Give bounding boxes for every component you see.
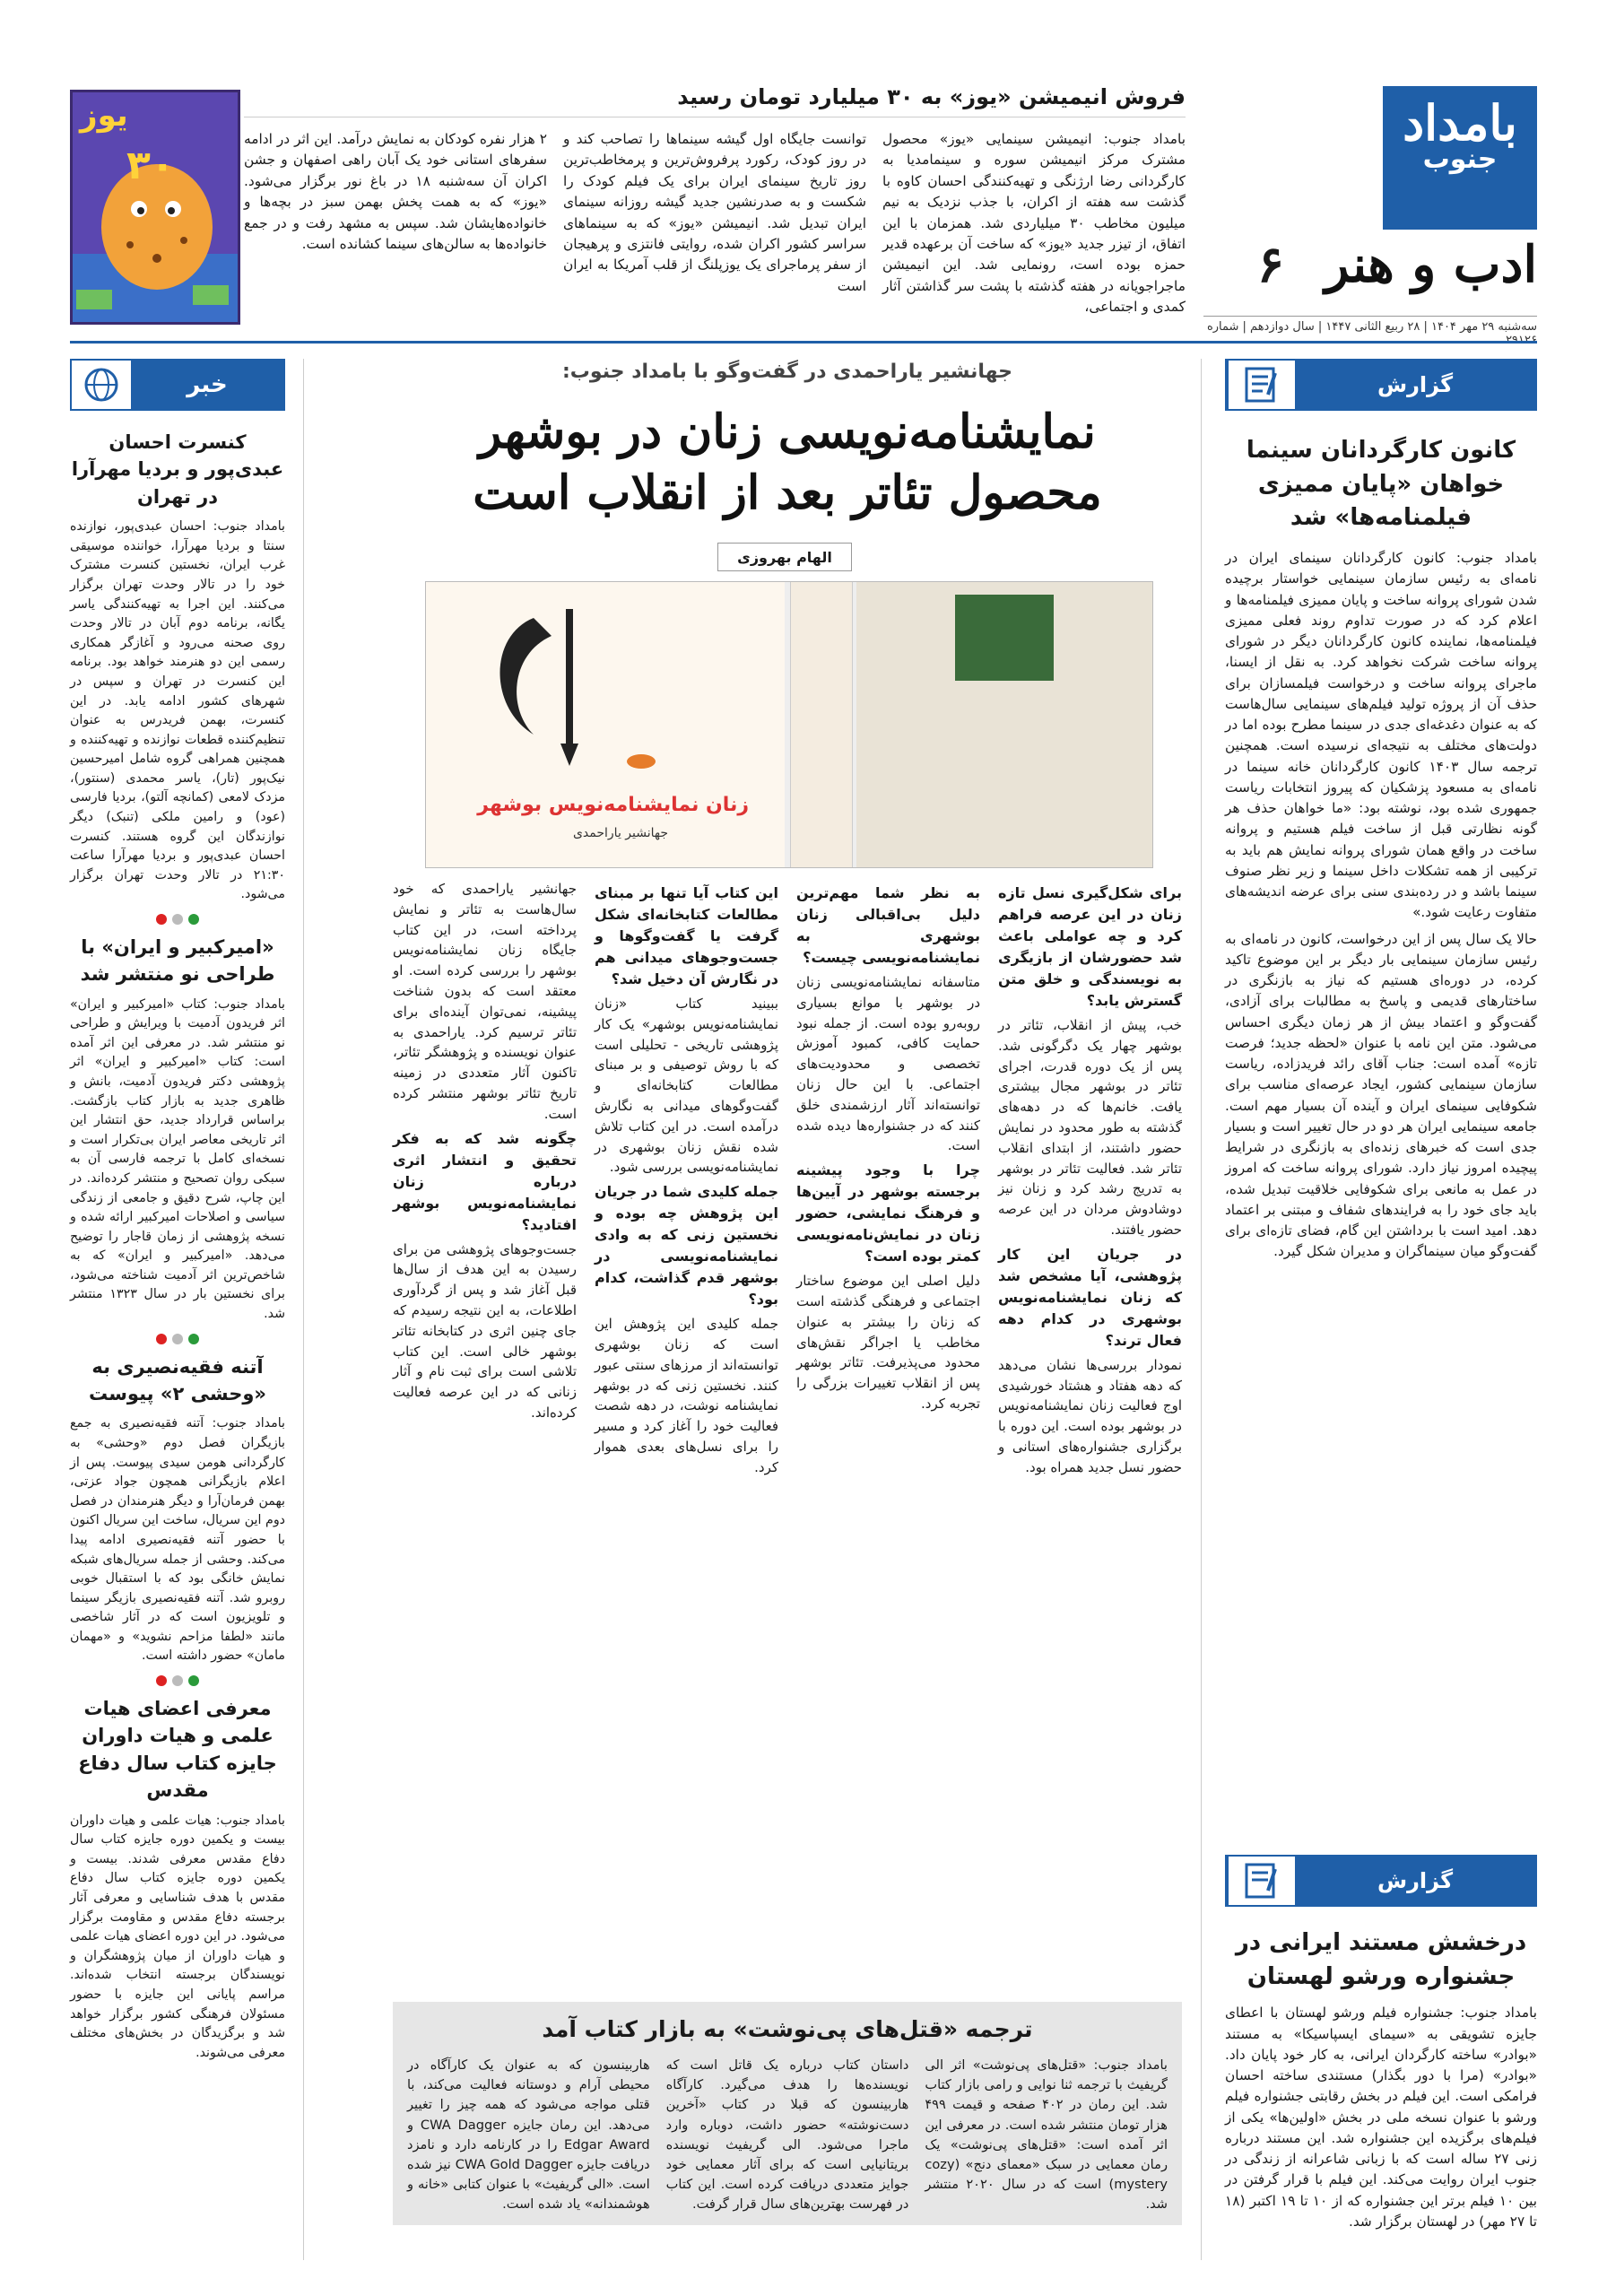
bottom-col: هاربینسون که به عنوان یک کارآگاه در محیطی آرام و دوستانه فعالیت می‌کند، با قتلی مواجه می‌شود که همه چیز را تغییر می‌دهد. این رمان جایزه CWA Dagger و Edgar Award را در کارنامه دارد و نامزد دریافت جایزه CWA Gold Dagger نیز شده است. «الی گریفیث» با عنوان کتابی «خانه و هوشمندانه» یاد شده است. xyxy=(406,2057,650,2213)
headline-line: نمایشنامه‌نویسی زنان در بوشهر xyxy=(479,404,1096,459)
section-title: ادب و هنر xyxy=(1325,235,1537,294)
report-body: بامداد جنوب: جشنواره فیلم ورشو لهستان با اعطای جایزه تشویقی به «سیمای ایسپاسیکا» به مستند «بوادر» ساخته کارگردان ایرانی، به کار خود پایان داد. «بوادر» (مرا با دور بگذار) مستندی ساخته احسان فرامکی است. این فیلم در بخش رقابتی جشنواره فیلم ورشو با عنوان نسخه ملی در بخش «اولین‌ها» یکی از فیلم‌های برگزیده این جشنواره شد. این مستند درباره زنی ۲۷ ساله است که با زبانی شاعرانه از زندگی در جنوب ایران روایت می‌کند. این فیلم با قرار گرفتن در بین ۱۰ فیلم برتر این جشنواره که از ۱۰ تا ۱۹ اکتبر (۱۸ تا ۲۷ مهر) در لهستان برگزار شد. xyxy=(1225,2005,1537,2230)
interview-column xyxy=(998,879,1182,1478)
byline: الهام بهروزی xyxy=(717,543,852,571)
news-column xyxy=(70,359,285,2063)
lead-headline: فروش انیمیشن «یوز» به ۳۰ میلیارد تومان رسید xyxy=(244,84,1186,117)
news-tag-label: خبر xyxy=(131,361,283,409)
news-body: بامداد جنوب: هیات علمی و هیات داوران بیست و یکمین دوره جایزه کتاب سال دفاع مقدس معرفی شدند. بیست و یکمین دوره جایزه کتاب سال دفاع مقدس با هدف شناسایی و معرفی آثار برجسته دفاع مقدس و مقاومت برگزار می‌شود. در این دوره اعضای هیات علمی و هیات داوران از میان پژوهشگران و نویسندگان برجسته انتخاب شده‌اند. مراسم پایانی این جایزه با حضور مسئولان فرهنگی کشور برگزار خواهد شد و برگزیدگان در بخش‌های مختلف معرفی می‌شوند. xyxy=(70,1813,285,2060)
interview-answer: خب، پیش از انقلاب، تئاتر در بوشهر چهار یک دگرگونی شد. پس از یک دوره قدرت، اجرای تئاتر در بوشهر مجال بیشتری یافت. خانم‌ها که در دهه‌های گذشته به طور محدود در نمایش حضور داشتند، از ابتدای انقلاب تئاتر شد. فعالیت تئاتر در بوشهر به تدریج رشد کرد و زنان نیز دوشادوش مردان در این عرصه حضور یافتند. xyxy=(998,1017,1182,1238)
interview-question: جمله کلیدی شما در جریان این پژوهش چه بوده و نخستین زنی که به وادی نمایشنامه‌نویسی در بوشهر قدم گذاشت، کدام بود؟ xyxy=(595,1183,778,1309)
interview-question: این کتاب آیا تنها بر مبنای مطالعات کتابخانه‌ای شکل گرفت یا گفت‌وگوها و جست‌وجوهای میدانی هم در نگارش آن دخیل شد؟ xyxy=(595,884,778,987)
top-separator xyxy=(70,341,1537,344)
report-bottom xyxy=(1225,1855,1537,2232)
interview-answer: جست‌وجوهای پژوهشی من برای رسیدن به این هدف از سال‌ها قبل آغاز شد و پس از گردآوری اطلاعات، به این نتیجه رسیدم که جای چنین اثری در کتابخانه تئاتر بوشهر خالی است. این کتاب تلاشی است برای ثبت نام و آثار زنانی که در این عرصه فعالیت کرده‌اند. xyxy=(393,1240,577,1421)
news-headline: معرفی اعضای هیات علمی و هیات داوران جایزه کتاب سال دفاع مقدس xyxy=(78,1697,277,1802)
lead-col: بامداد جنوب: انیمیشن سینمایی «یوز» محصول مشترک مرکز انیمیشن سوره و سینمامدیا به کارگردانی رضا ارژنگی و تهیه‌کنندگی احسان کاوه با گذشت سه هفته از اکران، با جذب نزدیک به نیم میلیون مخاطب ۳۰ میلیاردی شد. همزمان با این اتفاق، از تیزر جدید «یوز» که ساخت آن برعهده قدیر حمزه بوده است، رونمایی شد. این انیمیشن ماجراجویانه در هفته گذشته با پشت سر گذاشتن آثار کمدی و اجتماعی، xyxy=(882,131,1186,316)
interview-question: چرا با وجود پیشینه برجسته بوشهر در آیین‌ها و فرهنگ نمایشی، حضور زنان در نمایش‌نامه‌نویسی کمتر بوده است؟ xyxy=(796,1161,980,1265)
column-rule xyxy=(1201,359,1202,2260)
masthead xyxy=(1383,86,1537,230)
news-body: بامداد جنوب: احسان عبدی‌پور، نوازنده سنتا و بردیا مهرآرا، خواننده موسیقی غرب ایران، نخستین کنسرت مشترک خود را در تالار وحدت تهران برگزار می‌کنند. این اجرا به تهیه‌کنندگی یاسر یگانه، برنامه دوم آبان در تالار وحدت روی صحنه می‌رود و آغازگر همکاری رسمی این دو هنرمند خواهد بود. برنامه این کنسرت در تهران و سپس در شهرهای کشور ادامه یابد. در این کنسرت، بهمن فریدرس به عنوان تنظیم‌کننده قطعات نوازنده و تهیه‌کننده و همچنین همراهی گروه شامل امیرحسین نیک‌پور (تار)، یاسر محمدی (سنتور)، مزدک لامعی (کمانچه آلتو)، بردیا فارسی (عود) و رامین ملکی (تنبک) دیگر نوازندگان این گروه هستند. کنسرت احسان عبدی‌پور و بردیا مهرآرا ساعت ۲۱:۳۰ در تالار وحدت تهران برگزار می‌شود. xyxy=(70,519,285,902)
report-tag-label: گزارش xyxy=(1295,361,1535,409)
report-tag-label: گزارش xyxy=(1295,1857,1535,1905)
interview-answer: جمله کلیدی این پژوهش این است که زنان بوشهری توانسته‌اند از مرزهای سنتی عبور کنند. نخستین زنی که در بوشهر نمایشنامه نوشت، در دهه شصت فعالیت خود را آغاز کرد و مسیر را برای نسل‌های بعدی هموار کرد. xyxy=(595,1316,778,1475)
report-tag xyxy=(1225,1855,1537,1907)
interview-body xyxy=(393,879,1182,1478)
lead-col: ۲ هزار نفره کودکان به نمایش درآمد. این اثر در ادامه سفرهای استانی خود یک آبان راهی اصفهان و جشن اکران آن سه‌شنبه ۱۸ در باغ نور برگزار می‌شود. «یوز» که به همت پخش بهمن سبز در بچه‌ها و خانواده‌هایشان شد. سپس به مشهد رفت و در جمع خانواده‌ها به سالن‌های سینما کشانده است. xyxy=(244,131,547,253)
interview-question: در جریان این کار پژوهشی، آیا مشخص شد که زنان نمایشنامه‌نویس بوشهری در کدام دهه فعال ترند؟ xyxy=(998,1245,1182,1349)
bottom-col: داستان کتاب درباره یک قاتل است که نویسنده‌ها را هدف می‌گیرد. کارآگاه هاربینسون که قبلا در کتاب «آخرین دست‌نوشته» حضور داشت، دوباره وارد ماجرا می‌شود. الی گریفیث نویسنده بریتانیایی است که برای آثار معمایی خود جوایز متعددی دریافت کرده است. این کتاب در فهرست بهترین‌های سال قرار گرفت. xyxy=(665,2057,909,2213)
interview-subhead: جهانشیر یاراحمدی در گفت‌وگو با بامداد جنوب: xyxy=(562,361,1012,383)
brand-logo: بامداد xyxy=(1403,94,1517,152)
author-photo xyxy=(955,595,1054,681)
dateline: سه‌شنبه ۲۹ مهر ۱۴۰۴ | ۲۸ ربیع الثانی ۱۴۴۷ | سال دوازدهم | شماره xyxy=(1203,316,1537,347)
poster-title: یوز xyxy=(80,98,128,134)
lead-body xyxy=(244,129,1186,332)
book-cover-back xyxy=(856,582,1152,868)
book-spine xyxy=(790,582,853,868)
book-author: جهانشیر یاراحمدی xyxy=(572,826,668,840)
interview-column xyxy=(796,879,980,1478)
interview-question: برای شکل‌گیری نسل تازه زنان در این عرصه فراهم کرد و چه عواملی باعث شد حضورشان از بازیگری به نویسندگی و خلق متن گسترش یابد؟ xyxy=(998,884,1182,1009)
report-headline: کانون کارگردانان سینما خواهان «پایان ممیزی فیلمنامه‌ها» شد xyxy=(1246,437,1516,532)
interview-answer: دلیل اصلی این موضوع ساختار اجتماعی و فرهنگی گذشته است که زنان را بیشتر به عنوان مخاطب یا اجراگر نقش‌های محدود می‌پذیرفت. تئاتر بوشهر پس از انقلاب تغییرات بزرگی را تجربه کرد. xyxy=(796,1273,980,1412)
column-rule xyxy=(303,359,304,2260)
bottom-story xyxy=(393,2002,1182,2225)
report-body: بامداد جنوب: کانون کارگردانان سینمای ایران در نامه‌ای به رئیس سازمان سینمایی خواستار برچیده شدن شورای پروانه ساخت و پایان ممیزی فیلمنامه‌ها و اعلام کرد که در صورت تداوم روند فعلی ممیزی فیلمنامه‌ها، نماینده کانون کارگردانان دیگر در شورای پروانه ساخت شرکت نخواهد کرد. به نقل از ایسنا، ماجرای پروانه ساخت و درخواست فیلمسازان برای حذف آن از پروژه تولید فیلم‌های سینمایی سال‌هاست که به عنوان دغدغه‌ای جدی در سینما مطرح بوده اما در دولت‌های مختلف به نتیجه‌ای نرسیده است. همچنین ترجمه سال ۱۴۰۳ کانون کارگردانان خانه سینما در نامه‌ای به مسعود پزشکیان که پیروز انتخابات ریاست جمهوری شده بود، نوشته بود: «ما خواهان حذف هر گونه نظارتی قبل از ساخت فیلم هستیم و پروانه ساخت در واقع همان شورای پروانه نمایش هم باید به ترکیبی از همه تشکلات داخل سینما و زیر نظر صنوف سینما باشد و در رده‌بندی سنی برای عرضه اندیشه‌های متفاوت رعایت شود.» xyxy=(1225,550,1537,921)
movie-poster xyxy=(70,90,240,325)
report-body: حالا یک سال پس از این درخواست، کانون در نامه‌ای به رئیس سازمان سینمایی بار دیگر بر این موضوع تاکید کرده، در دوره‌ای هستیم که نیاز به بازنگری در ساختارهای قدیمی و پاسخ به مطالبات برای آزادی، گفت‌وگو و اعتماد بیش از هر زمان دیگری احساس می‌شود. متن این نامه با عنوان «لحظه جدید؛ فرصت تازه» آمده است: جناب آقای رائد فریدزاده، ریاست سازمان سینمایی کشور، ایجاد عرصه‌ای مناسب برای شکوفایی سینمای ایران و آینده آن بسیار مهم است. جامعه سینمایی ایران هر دو در حال تغییر است و بسیار جدی است که خبرهای زنده‌ای به بازنگری در شرایط پیچیده امروز نیاز دارد. شورای پروانه ساخت که امروز در عمل به مانعی برای شکوفایی خلاقیت تبدیل شده، باید جای خود را به فرایندهای شفاف و مبتنی بر اعتماد دهد. امید است با برداشتن این گام، فضای تازه‌ای برای گفت‌وگو میان سینماگران و مدیران شکل گیرد. xyxy=(1225,930,1537,1260)
bottom-headline: ترجمه «قتل‌های پی‌نوشت» به بازار کتاب آمد xyxy=(542,2016,1033,2042)
interview-question: چگونه شد که به فکر تحقیق و انتشار اثری درباره زنان نمایشنامه‌نویس بوشهر افتادید؟ xyxy=(393,1129,577,1233)
brand-sub: جنوب xyxy=(1422,144,1498,176)
notepad-icon xyxy=(1227,1857,1295,1905)
report-top xyxy=(1225,359,1537,1263)
interview-column xyxy=(595,879,778,1478)
interview-answer: نمودار بررسی‌ها نشان می‌دهد که دهه هفتاد و هشتاد خورشیدی اوج فعالیت زنان نمایشنامه‌نویس در بوشهر بوده است. این دوره با برگزاری جشنواره‌های استانی و حضور نسل جدید همراه بود. xyxy=(998,1356,1182,1475)
poster-number: ۳۰ xyxy=(126,143,175,188)
report-tag xyxy=(1225,359,1537,411)
book-cover-front xyxy=(426,582,785,868)
separator-dots xyxy=(70,1334,285,1344)
interview-question: به نظر شما مهم‌ترین دلیل بی‌اقبالی زنان بوشهری به نمایشنامه‌نویسی چیست؟ xyxy=(796,884,980,966)
news-headline: «امیرکبیر و ایران» با طراحی نو منتشر شد xyxy=(80,935,275,986)
report-headline: درخشش مستند ایرانی در جشنواره ورشو لهستان xyxy=(1235,1929,1527,1990)
interview-headline xyxy=(393,402,1182,523)
notepad-icon xyxy=(1227,361,1295,409)
book-photo xyxy=(425,581,1153,868)
separator-dots xyxy=(70,1675,285,1686)
interview-answer: جهانشیر یاراحمدی که خود سال‌هاست به تئاتر و نمایش پرداخته است، در این کتاب جایگاه زنان نمایشنامه‌نویس بوشهر را بررسی کرده است. او معتقد است که بدون شناخت پیشینه، نمی‌توان آینده‌ای برای تئاتر ترسیم کرد. یاراحمدی به عنوان نویسنده و پژوهشگر تئاتر، تاکنون آثار متعددی در زمینه تاریخ تئاتر بوشهر منتشر کرده است. xyxy=(393,881,577,1122)
page-number: ۶ xyxy=(1256,235,1284,294)
news-body: بامداد جنوب: آتنه فقیه‌نصیری به جمع بازیگران فصل دوم «وحشی» به کارگردانی هومن سیدی پیوست. پس از اعلام بازیگرانی همچون جواد عزتی، بهمن فرمان‌آرا و دیگر هنرمندان در فصل دوم این سریال، ساخت این سریال اکنون با حضور آتنه فقیه‌نصیری ادامه پیدا می‌کند. وحشی از جمله سریال‌های شبکه نمایش خانگی بود که با استقبال خوبی روبرو شد. آتنه فقیه‌نصیری بازیگر سینما و تلویزیون است که در آثار شاخصی مانند «لطفا مزاحم نشوید» و «مهمان مامان» حضور داشته است. xyxy=(70,1416,285,1664)
interview-answer: متاسفانه نمایشنامه‌نویسی زنان در بوشهر با موانع بسیاری روبه‌رو بوده است. از جمله نبود حمایت کافی، کمبود آموزش تخصصی و محدودیت‌های اجتماعی. با این حال زنان توانسته‌اند آثار ارزشمندی خلق کنند که در جشنواره‌ها دیده شده است. xyxy=(796,974,980,1154)
bottom-col: بامداد جنوب: «قتل‌های پی‌نوشت» اثر الی گریفیث با ترجمه ثنا نوایی و رامی بازار کتاب شد. این رمان در ۴۰۲ صفحه و قیمت ۴۹۹ هزار تومان منتشر شده است. در معرفی این اثر آمده است: «قتل‌های پی‌نوشت» یک رمان معمایی در سبک «معمای دنج» (cozy mystery) است که در سال ۲۰۲۰ منتشر شد. xyxy=(925,2057,1168,2213)
news-body: بامداد جنوب: کتاب «امیرکبیر و ایران» اثر فریدون آدمیت با ویرایش و طراحی نو منتشر شد. در معرفی این اثر آمده است: کتاب «امیرکبیر و ایران» اثر پژوهشی دکتر فریدون آدمیت، بانش و ظاهری جدید به بازار کتاب بازگشت. براساس قرارداد جدید، حق انتشار این اثر تاریخی معاصر ایران بی‌تکرار است و نسخه‌ای کامل با ترجمه فارسی آن به سبکی روان تصحیح و منتشر کرده‌اند. در این چاپ، شرح دقیق و جامعی از زندگی سیاسی و اصلاحات امیرکبیر ارائه شده و نسخه پژوهشی از زمان قاجار را توضیح می‌دهد. «امیرکبیر و ایران» که به شاخص‌ترین اثر آدمیت شناخته می‌شود، برای نخستین بار در سال ۱۳۲۳ منتشر شد. xyxy=(70,996,286,1321)
lead-col: توانست جایگاه اول گیشه سینماها را تصاحب کند و در روز کودک، رکورد پرفروش‌ترین و پرمخاطب‌ترین روز تاریخ سینمای ایران برای یک فیلم کودک را شکست و به صدرنشین جدید گیشه روزانه سینمای ایران تبدیل شد. انیمیشن «یوز» که به سینماهای سراسر کشور اکران شده، روایتی فانتزی و پرهیجان از سفر پرماجرای یک یوزپلنگ از قلب آمریکا به ایران است xyxy=(563,131,866,294)
interview-column xyxy=(393,879,577,1478)
interview-answer: ببینید کتاب «زنان نمایشنامه‌نویس بوشهر» یک کار پژوهشی تاریخی - تحلیلی است که با روش توصیفی و بر مبنای مطالعات کتابخانه‌ای و گفت‌وگوهای میدانی به نگارش درآمده است. در این کتاب تلاش شده نقش زنان بوشهری در نمایشنامه‌نویسی بررسی شود. xyxy=(595,996,778,1176)
book-title: زنان نمایشنامه‌نویس بوشهر xyxy=(477,794,749,816)
news-headline: آتنه فقیه‌نصیری به «وحشی ۲» پیوست xyxy=(89,1355,266,1405)
separator-dots xyxy=(70,914,285,925)
globe-icon xyxy=(72,361,131,409)
news-tag xyxy=(70,359,285,411)
news-headline: کنسرت احسان عبدی‌پور و بردیا مهرآرا در تهران xyxy=(71,431,284,508)
headline-line: محصول تئاتر بعد از انقلاب است xyxy=(473,465,1102,520)
